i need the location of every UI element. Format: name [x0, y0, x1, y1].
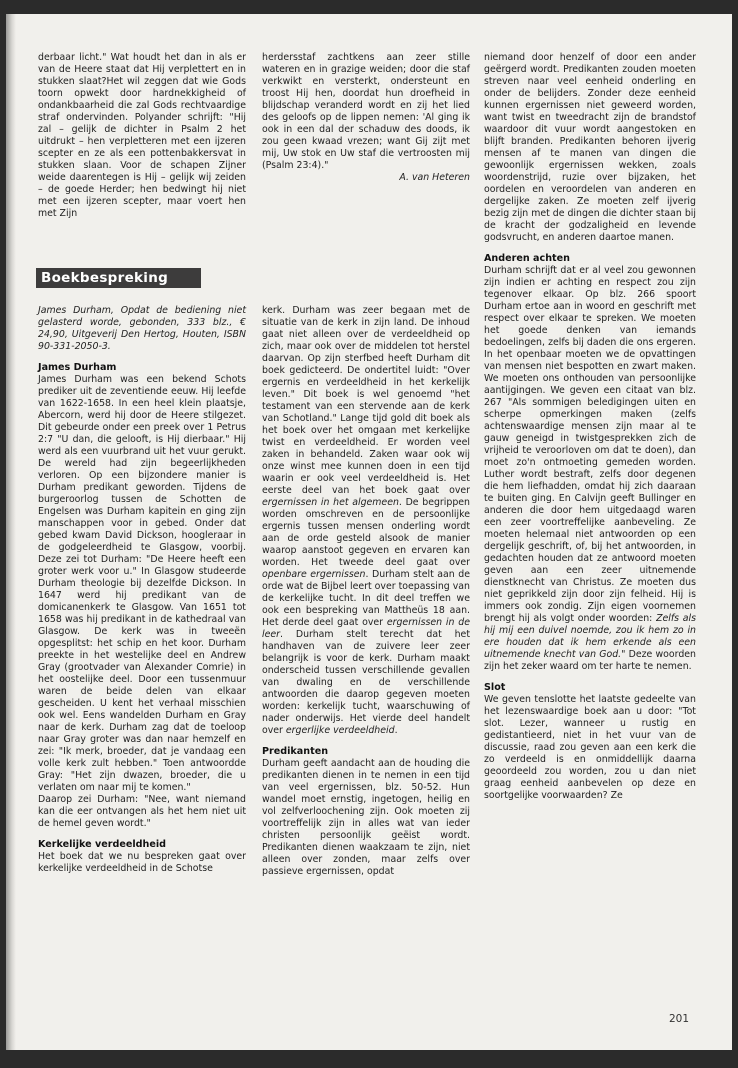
section-heading: Anderen achten [484, 253, 570, 264]
section-heading: James Durham [38, 362, 117, 373]
paragraph: Durham schrijft dat er al veel zou gewonnen zijn indien er achting en respect zou zijn tegenover elkaar. Op blz. 266 spoort Durham ertoe aan in woord en geschrift met respect over elkaar te spreken. We moeten het goede denken van iemands bedoelingen, zelfs bij daden die ons ergeren. In het openbaar moeten we de opvattingen van mensen niet bespotten en zwart maken. We moeten ons onthouden van persoonlijke aantijgingen. We geven een citaat van blz. 267 "Als sommigen beledigingen uiten en scherpe opmerkingen maken (zelfs achtenswaardige mensen zijn maar al te gauw geneigd in twistgesprekken zich de vrijheid te veroorloven om dat te doen), dan moet zo'n ontmoeting gemeden worden. Luther wordt bestraft, zelfs door degenen die hem liefhadden, omdat hij zich daaraan te buiten ging. En Calvijn geeft Bullinger en anderen die door hem uitgedaagd waren een zeer voortreffelijke aanbeveling. Ze moeten helemaal niet antwoorden op een dergelijk geschrift, of, bij het antwoorden, in gedachten houden dat ze antwoord moeten geven aan een zeer uitnemende dienstknecht van Christus. Ze moeten dus niet geprikkeld zijn door zijn felheid. Hij is immers ook zondig. Zijn eigen voornemen brengt hij als volgt onder woorden: Zelfs als hij mij een duivel noemde, zou ik hem zo in ere houden dat ik hem erkende als een uitnemende knecht van God." Deze woorden zijn het zeker waard om ter harte te nemen. [484, 265, 696, 672]
top-column-1 [38, 52, 246, 220]
section-heading: Kerkelijke verdeeldheid [38, 839, 166, 850]
paragraph: derbaar licht." Wat houdt het dan in als er van de Heere staat dat Hij verplettert en in stukken slaat?Het wil zeggen dat wie Gods toorn opwekt door hardnekkigheid of ondankbaarheid die zal Gods rechtvaardige straf ondervinden. Polyander schrijft: "Hij zal – gelijk de dichter in Psalm 2 het uitdrukt – hen verpletteren met een ijzeren scepter en ze als een pottenbakkersvat in stukken slaan. Voor de schapen Zijner weide daarentegen is Hij – gelijk wij zeiden – de goede Herder; hen bedwingt hij niet met een ijzeren scepter, maar voert hen met Zijn [38, 52, 246, 219]
section-heading: Slot [484, 682, 506, 693]
section-heading: Predikanten [262, 746, 329, 757]
paragraph: kerk. Durham was zeer begaan met de situatie van de kerk in zijn land. De inhoud gaat niet alleen over de verdeeldheid op zich, maar ook over de middelen tot herstel daarvan. Op zijn sterfbed heeft Durham dit boek gedicteerd. De ondertitel luidt: "Over ergernis en verdeeldheid in het kerkelijk leven." Dit boek is wel genoemd "het testament van een stervende aan de kerk van Schotland." Lange tijd gold dit boek als het boek over het omgaan met kerkelijke twist en verdeeldheid. Er worden veel zaken in behandeld. Zaken waar ook wij onze winst mee kunnen doen in een tijd waarin er ook veel verdeeldheid is. Het eerste deel van het boek gaat over ergernissen in het algemeen. De begrippen worden omschreven en de persoonlijke ergernis tussen mensen onderling wordt aan de orde gesteld alsook de manier waarop aanstoot gegeven en ervaren kan worden. Het tweede deel gaat over openbare ergernissen. Durham stelt aan de orde wat de Bijbel leert over toepassing van de kerkelijke tucht. In dit deel treffen we ook een bespreking van Mattheüs 18 aan. Het derde deel gaat over ergernissen in de leer. Durham stelt terecht dat het handhaven van de zuivere leer zeer belangrijk is voor de kerk. Durham maakt onderscheid tussen verschillende gevallen van dwaling en de verschillende antwoorden die daarop gegeven moeten worden: kerkelijk tucht, waarschuwing of nader onderwijs. Het vierde deel handelt over ergerlijke verdeeldheid. [262, 305, 470, 736]
column-3 [484, 52, 696, 802]
paragraph: Durham geeft aandacht aan de houding die predikanten dienen in te nemen in een tijd van veel ergernissen, blz. 50-52. Hun wandel moet ernstig, ingetogen, heilig en vol zelfverloochening zijn. Ook moeten zij voortreffelijk zijn in alles wat van ieder christen persoonlijk geëist wordt. Predikanten dienen waakzaam te zijn, niet alleen over zonden, maar zelfs over passieve ergernissen, opdat [262, 758, 470, 877]
paragraph: James Durham was een bekend Schots prediker uit de zeventiende eeuw. Hij leefde van 1622-1658. In een heel klein plaatsje, Abercorn, werd hij door de Heere stilgezet. Dit gebeurde onder een preek over 1 Petrus 2:7 "U dan, die gelooft, is Hij dierbaar." Hij werd als een vuurbrand uit het vuur gerukt. De wereld had zijn begeerlijkheden verloren. Op een bijzondere manier is Durham predikant geworden. Tijdens de burgeroorlog tussen de Schotten de Engelsen was Durham kapitein en ging zijn manschappen voor in gebed. Onder dat gebed kwam David Dickson, hoogleraar in de godgeleerdheid te Glasgow, voorbij. Deze zei tot Durham: "De Heere heeft een groter werk voor u." In Glasgow studeerde Durham theologie bij dezelfde Dickson. In 1647 werd hij predikant van de domicanenkerk te Glasgow. Van 1651 tot 1658 was hij predikant in de kathedraal van Glasgow. De kerk was in tweeën opgesplitst: het schip en het koor. Durham preekte in het westelijke deel en Andrew Gray (grootvader van Alexander Comrie) in het oostelijke deel. Door een tussenmuur waren de beide delen van elkaar gescheiden. U kent het verhaal misschien ook wel. Eens wandelden Durham en Gray naar de kerk. Durham zag dat de toeloop naar Gray groter was dan naar hemzelf en zei: "Ik merk, broeder, dat je vandaag een volle kerk zult hebben." Toen antwoordde Gray: "Het zijn dwazen, broeder, die u verlaten om naar mij te komen." [38, 374, 246, 793]
section-banner: Boekbespreking [36, 268, 201, 288]
paragraph: herdersstaf zachtkens aan zeer stille wateren en in grazige weiden; door die staf verkwikt en versterkt, ondersteunt en troost Hij hen, doordat hun droefheid in blijdschap veranderd wordt en zij het lied des geloofs op de lippen nemen: 'Al ging ik ook in een dal der schaduw des doods, ik zou geen kwaad vrezen; want Gij zijt met mij, Uw stok en Uw staf die vertroosten mij (Psalm 23:4)." [262, 52, 470, 171]
top-column-2 [262, 52, 470, 184]
author-signature: A. van Heteren [399, 172, 470, 183]
paragraph: Daarop zei Durham: "Nee, want niemand kan die eer ontvangen als het hem niet uit de hemel geven wordt." [38, 794, 246, 829]
page-number: 201 [669, 1013, 690, 1025]
book-details: James Durham, Opdat de bediening niet gelasterd worde, gebonden, 333 blz., € 24,90, Uitgeverij Den Hertog, Houten, ISBN 90-331-2050-3. [38, 305, 246, 352]
paragraph: We geven tenslotte het laatste gedeelte van het lezenswaardige boek aan u door: "Tot slot. Lezer, wanneer u rustig en gedistantieerd, niet in het vuur van de discussie, raad zou geven aan een kerk die zo verdeeld is en onmiddellijk daarna geoordeeld zou worden, zou u dan niet graag eenheid aanbevelen op deze en soortgelijke voorwaarden? Ze [484, 694, 696, 801]
paragraph: niemand door henzelf of door een ander geërgerd wordt. Predikanten zouden moeten streven naar veel eenheid onderling en onder de belijders. Zonder deze eenheid kunnen ergernissen niet geweerd worden, want twist en tweedracht zijn de brandstof waardoor dit vuur wordt aangestoken en blijft branden. Predikanten behoren ijverig mensen af te manen van dingen die gewoonlijk ergernissen wekken, zoals woordenstrijd, ruzie over bijzaken, het oordelen en veroordelen van anderen en dergelijke zaken. Ze moeten zelf ijverig bezig zijn met de dingen die dichter staan bij de kracht der godzaligheid en levende godsvrucht, en anderen daartoe manen. [484, 52, 696, 243]
paragraph: Het boek dat we nu bespreken gaat over kerkelijke verdeeldheid in de Schotse [38, 851, 246, 874]
book-spine-shadow [6, 14, 16, 1050]
review-column-1 [38, 305, 246, 875]
review-column-2 [262, 305, 470, 878]
